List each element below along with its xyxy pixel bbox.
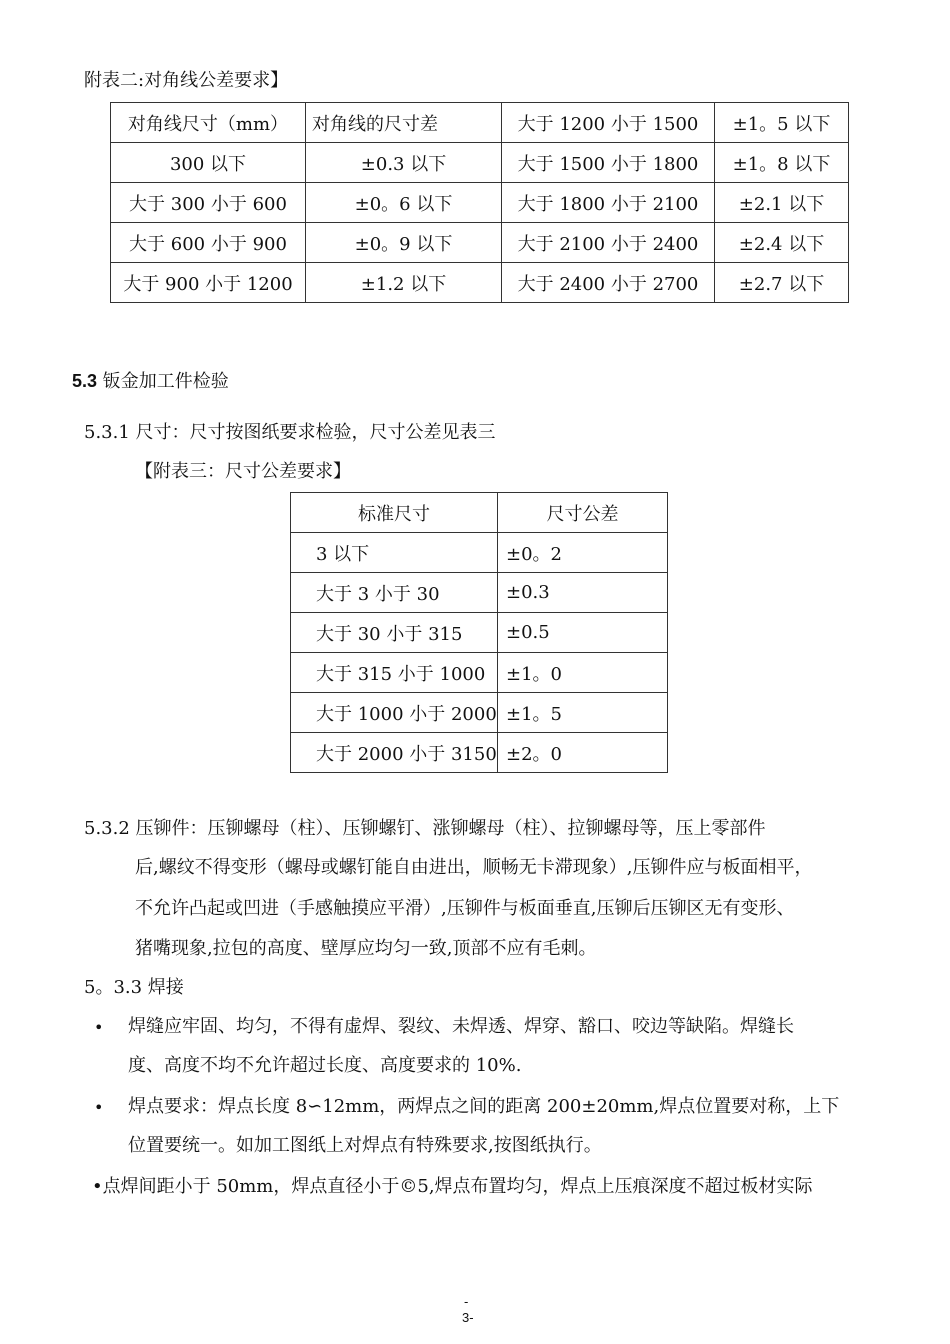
bullet-icon: • — [94, 1018, 104, 1037]
table-cell: ±1.2 以下 — [306, 263, 502, 303]
bullet-icon: • — [94, 1098, 104, 1117]
bullet3-line1: •点焊间距小于 50mm，焊点直径小于©5,焊点布置均匀，焊点上压痕深度不超过板材实际 — [92, 1176, 813, 1197]
table-row — [291, 653, 668, 693]
table-row — [291, 733, 668, 773]
table-cell: 大于 1800 小于 2100 — [502, 183, 715, 223]
table-cell: ±2.4 以下 — [715, 223, 849, 263]
paragraph-531: 5.3.1 尺寸：尺寸按图纸要求检验，尺寸公差见表三 — [84, 422, 496, 443]
table-cell: 大于 1000 小于 2000 — [291, 693, 498, 733]
bullet2-line1: 焊点要求：焊点长度 8∽12mm，两焊点之间的距离 200±20mm,焊点位置要对称，上下 — [128, 1096, 840, 1117]
paragraph-532-line3: 不允许凸起或凹进（手感触摸应平滑）,压铆件与板面垂直,压铆后压铆区无有变形、 — [135, 898, 795, 919]
table-cell: 对角线的尺寸差 — [306, 103, 502, 143]
table-cell: 大于 900 小于 1200 — [111, 263, 306, 303]
table-row — [291, 693, 668, 733]
table-row — [291, 613, 668, 653]
table-cell: ±1。5 — [498, 693, 668, 733]
bullet1-line1: 焊缝应牢固、均匀，不得有虚焊、裂纹、未焊透、焊穿、豁口、咬边等缺陷。焊缝长 — [128, 1016, 794, 1037]
table-cell: 大于 30 小于 315 — [291, 613, 498, 653]
table-cell: ±0。2 — [498, 533, 668, 573]
table-header-cell: 尺寸公差 — [498, 493, 668, 533]
table-cell: ±1。0 — [498, 653, 668, 693]
table-cell: ±2.1 以下 — [715, 183, 849, 223]
table-cell: 大于 2000 小于 3150 — [291, 733, 498, 773]
size-tolerance-table — [290, 492, 668, 773]
table-cell: ±1。5 以下 — [715, 103, 849, 143]
footer-dash: - — [464, 1294, 469, 1309]
table-cell: 对角线尺寸（mm） — [111, 103, 306, 143]
table-row — [291, 533, 668, 573]
paragraph-532-line2: 后,螺纹不得变形（螺母或螺钉能自由进出，顺畅无卡滞现象）,压铆件应与板面相平， — [135, 857, 813, 878]
table-row — [111, 263, 849, 303]
table-cell: 300 以下 — [111, 143, 306, 183]
table-row — [111, 183, 849, 223]
table-header-row — [291, 493, 668, 533]
table-row — [111, 223, 849, 263]
table-cell: 大于 315 小于 1000 — [291, 653, 498, 693]
paragraph-533-heading: 5。3.3 焊接 — [84, 977, 184, 998]
table-header-cell: 标准尺寸 — [291, 493, 498, 533]
table-row — [111, 143, 849, 183]
page-number: 3- — [462, 1310, 474, 1325]
table-row — [291, 573, 668, 613]
table-cell: 大于 2400 小于 2700 — [502, 263, 715, 303]
paragraph-532-line4: 猪嘴现象,拉包的高度、壁厚应均匀一致,顶部不应有毛刺。 — [135, 938, 597, 959]
table-cell: ±0.5 — [498, 613, 668, 653]
table-cell: ±0.3 以下 — [306, 143, 502, 183]
diagonal-tolerance-table — [110, 102, 849, 303]
table-cell: ±1。8 以下 — [715, 143, 849, 183]
table-cell: 大于 600 小于 900 — [111, 223, 306, 263]
table-cell: 3 以下 — [291, 533, 498, 573]
table-row — [111, 103, 849, 143]
table-cell: ±2.7 以下 — [715, 263, 849, 303]
bullet1-line2: 度、高度不均不允许超过长度、高度要求的 10%. — [128, 1055, 522, 1076]
table-cell: ±0.3 — [498, 573, 668, 613]
table-cell: 大于 3 小于 30 — [291, 573, 498, 613]
section-number: 5.3 — [72, 371, 98, 391]
table-cell: 大于 300 小于 600 — [111, 183, 306, 223]
paragraph-532-line1: 5.3.2 压铆件：压铆螺母（柱）、压铆螺钉、涨铆螺母（柱）、拉铆螺母等，压上零部件 — [84, 818, 766, 839]
table-cell: 大于 1200 小于 1500 — [502, 103, 715, 143]
section-heading — [72, 367, 229, 393]
table-cell: ±0。9 以下 — [306, 223, 502, 263]
table3-caption: 【附表三：尺寸公差要求】 — [135, 461, 351, 482]
table-cell: ±2。0 — [498, 733, 668, 773]
table2-caption: 附表二:对角线公差要求】 — [84, 70, 289, 91]
section-title: 钣金加工件检验 — [102, 371, 229, 392]
table-cell: 大于 2100 小于 2400 — [502, 223, 715, 263]
table-cell: ±0。6 以下 — [306, 183, 502, 223]
table-cell: 大于 1500 小于 1800 — [502, 143, 715, 183]
bullet2-line2: 位置要统一。如加工图纸上对焊点有特殊要求,按图纸执行。 — [128, 1135, 602, 1156]
